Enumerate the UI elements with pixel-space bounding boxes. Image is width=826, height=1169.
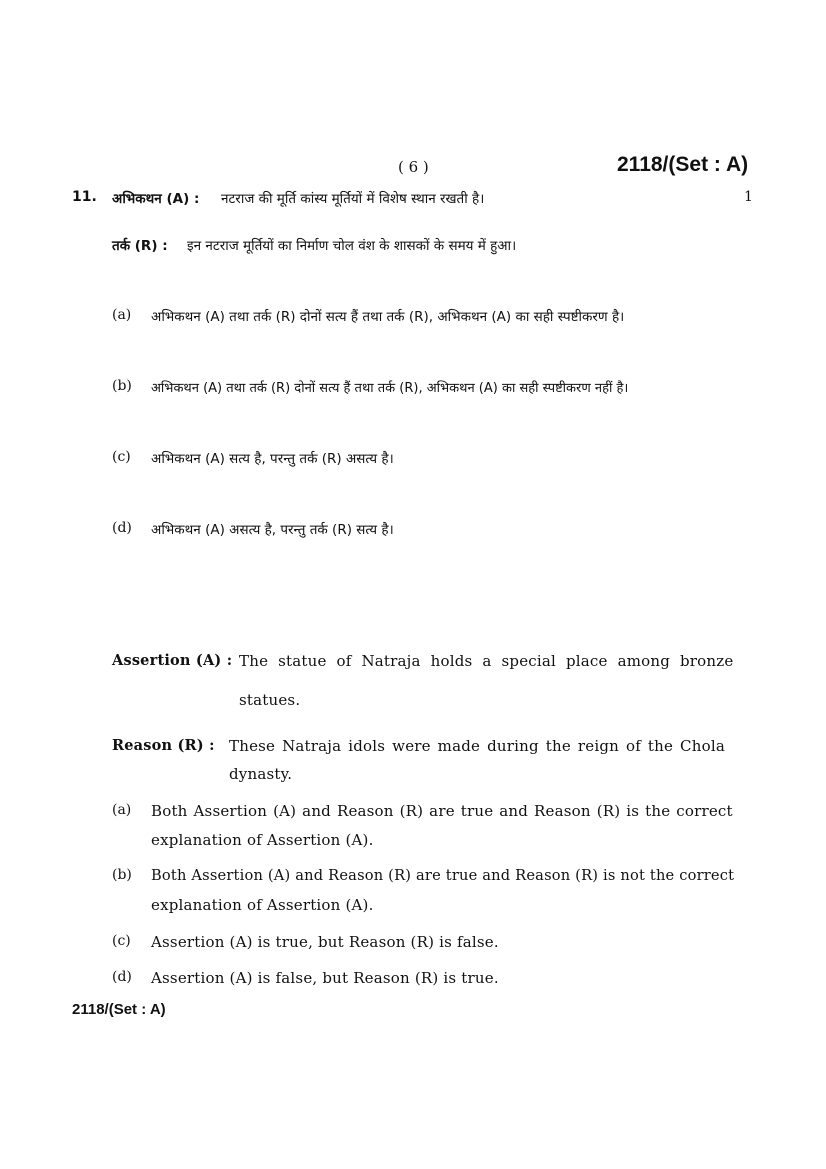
hindi-option-text: अभिकथन (A) तथा तर्क (R) दोनों सत्य हैं तथा तर्क (R), अभिकथन (A) का सही स्पष्टीकरण नहीं है। — [151, 381, 629, 396]
english-assertion-text-cont: statues. — [239, 691, 301, 709]
english-option-text: Both Assertion (A) and Reason (R) are true and Reason (R) is not the correct — [151, 867, 735, 884]
english-option-text: Both Assertion (A) and Reason (R) are true and Reason (R) is the correct — [151, 802, 733, 820]
hindi-option-label: (d) — [112, 520, 132, 536]
question-number: 11. — [72, 189, 97, 205]
english-option-label: (c) — [112, 933, 131, 949]
hindi-option-text: अभिकथन (A) सत्य है, परन्तु तर्क (R) असत्य है। — [151, 451, 394, 467]
hindi-option-text: अभिकथन (A) असत्य है, परन्तु तर्क (R) सत्य है। — [151, 522, 394, 538]
english-assertion-text: The statue of Natraja holds a special place among bronze — [239, 652, 734, 670]
hindi-option-text: अभिकथन (A) तथा तर्क (R) दोनों सत्य हैं तथा तर्क (R), अभिकथन (A) का सही स्पष्टीकरण है। — [151, 309, 625, 325]
english-reason-text-cont: dynasty. — [229, 765, 293, 783]
english-option-label: (b) — [112, 867, 132, 883]
hindi-assertion-label: अभिकथन (A) : — [112, 191, 200, 207]
english-option-text-cont: explanation of Assertion (A). — [151, 831, 374, 849]
english-option-text-cont: explanation of Assertion (A). — [151, 896, 374, 914]
english-assertion-label: Assertion (A) : — [112, 652, 233, 669]
hindi-option-label: (c) — [112, 449, 131, 465]
hindi-reason-label: तर्क (R) : — [112, 238, 168, 254]
hindi-assertion-text: नटराज की मूर्ति कांस्य मूर्तियों में विशेष स्थान रखती है। — [221, 191, 485, 207]
question-marks: 1 — [744, 189, 753, 205]
english-option-label: (a) — [112, 802, 132, 818]
page-number: ( 6 ) — [398, 158, 429, 176]
english-reason-label: Reason (R) : — [112, 737, 215, 754]
hindi-option-label: (a) — [112, 307, 132, 323]
footer-set-code: 2118/(Set : A) — [72, 1001, 166, 1018]
english-reason-text: These Natraja idols were made during the reign of the Chola — [229, 737, 725, 755]
english-option-text: Assertion (A) is false, but Reason (R) is true. — [151, 969, 499, 987]
hindi-reason-text: इन नटराज मूर्तियों का निर्माण चोल वंश के शासकों के समय में हुआ। — [187, 238, 517, 254]
english-option-text: Assertion (A) is true, but Reason (R) is false. — [151, 933, 499, 951]
hindi-option-label: (b) — [112, 378, 132, 394]
english-option-label: (d) — [112, 969, 132, 985]
header-set-code: 2118/(Set : A) — [617, 153, 749, 176]
